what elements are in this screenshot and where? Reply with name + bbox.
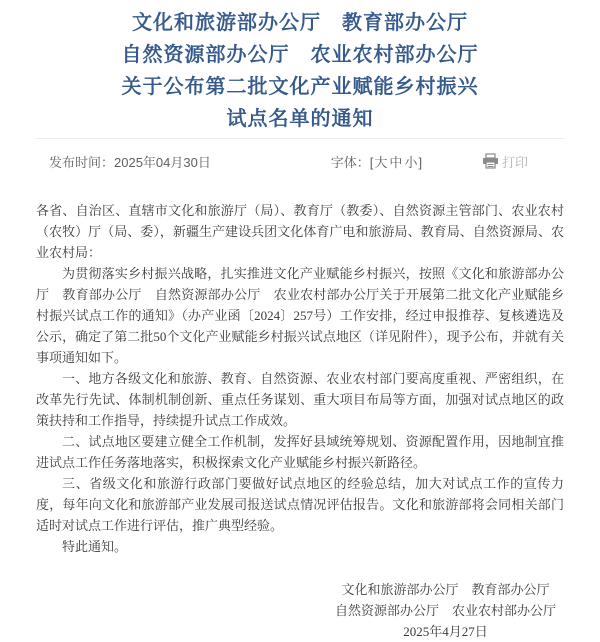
- printer-icon: [482, 153, 499, 169]
- publish-time-label: 发布时间：: [49, 154, 115, 170]
- font-size-label: 字体：: [330, 154, 370, 170]
- notice-title: [0, 0, 600, 135]
- signature-line-1: 文化和旅游部办公厅 教育部办公厅: [341, 582, 550, 597]
- font-size-bracket-open: [: [369, 154, 374, 170]
- notice-title-line-2: 自然资源部办公厅 农业农村部办公厅: [121, 44, 479, 66]
- print-button[interactable]: [482, 152, 528, 171]
- signature-block: [335, 579, 556, 642]
- publish-time-value: 2025年04月30日: [114, 154, 211, 170]
- body-paragraph-intro: 为贯彻落实乡村振兴战略，扎实推进文化产业赋能乡村振兴，按照《文化和旅游部办公厅 教育部办公厅 自然资源部办公厅 农业农村部办公厅关于开展第二批文化产业赋能乡村振兴试点工作的通知》（办产业函〔2024〕257号）工作安排，经过申报推荐、复核遴选及公示，确定了第二批50个文化产业赋能乡村振兴试点地区（详见附件），现予公布，并就有关事项通知如下。: [36, 266, 564, 365]
- notice-body: [0, 183, 600, 557]
- signature-date: 2025年4月27日: [403, 624, 488, 639]
- signature-line-2: 自然资源部办公厅 农业农村部办公厅: [334, 603, 556, 618]
- body-paragraph-closing: 特此通知。: [62, 539, 128, 554]
- print-button-label: 打印: [501, 154, 528, 170]
- publish-time: [49, 152, 211, 171]
- font-size-medium[interactable]: 中: [389, 154, 403, 170]
- body-paragraph-item-1: 一、地方各级文化和旅游、教育、自然资源、农业农村部门要高度重视、严密组织，在改革先行先试、体制机制创新、重点任务谋划、重大项目布局等方面，加强对试点地区的政策扶持和工作指导，持续提升试点工作成效。: [36, 371, 564, 428]
- notice-title-line-3: 关于公布第二批文化产业赋能乡村振兴: [121, 76, 479, 98]
- toolbar: [0, 139, 600, 183]
- font-size-bracket-close: ]: [418, 154, 423, 170]
- notice-title-line-1: 文化和旅游部办公厅 教育部办公厅: [132, 12, 468, 34]
- notice-title-line-4: 试点名单的通知: [226, 108, 374, 130]
- font-size-large[interactable]: 大: [374, 154, 388, 170]
- font-size-control: [331, 152, 422, 171]
- font-size-small[interactable]: 小: [404, 154, 418, 170]
- body-paragraph-item-2: 二、试点地区要建立健全工作机制，发挥好县域统筹规划、资源配置作用，因地制宜推进试点工作任务落地落实，积极探索文化产业赋能乡村振兴新路径。: [36, 434, 564, 470]
- body-paragraph-item-3: 三、省级文化和旅游行政部门要做好试点地区的经验总结，加大对试点工作的宣传力度，每年向文化和旅游部产业发展司报送试点情况评估报告。文化和旅游部将会同相关部门适时对试点工作进行评估，推广典型经验。: [36, 476, 564, 533]
- body-paragraph-addressees: 各省、自治区、直辖市文化和旅游厅（局）、教育厅（教委）、自然资源主管部门、农业农村（农牧）厅（局、委），新疆生产建设兵团文化体育广电和旅游局、教育局、自然资源局、农业农村局：: [36, 203, 564, 260]
- signature-area: [0, 579, 600, 642]
